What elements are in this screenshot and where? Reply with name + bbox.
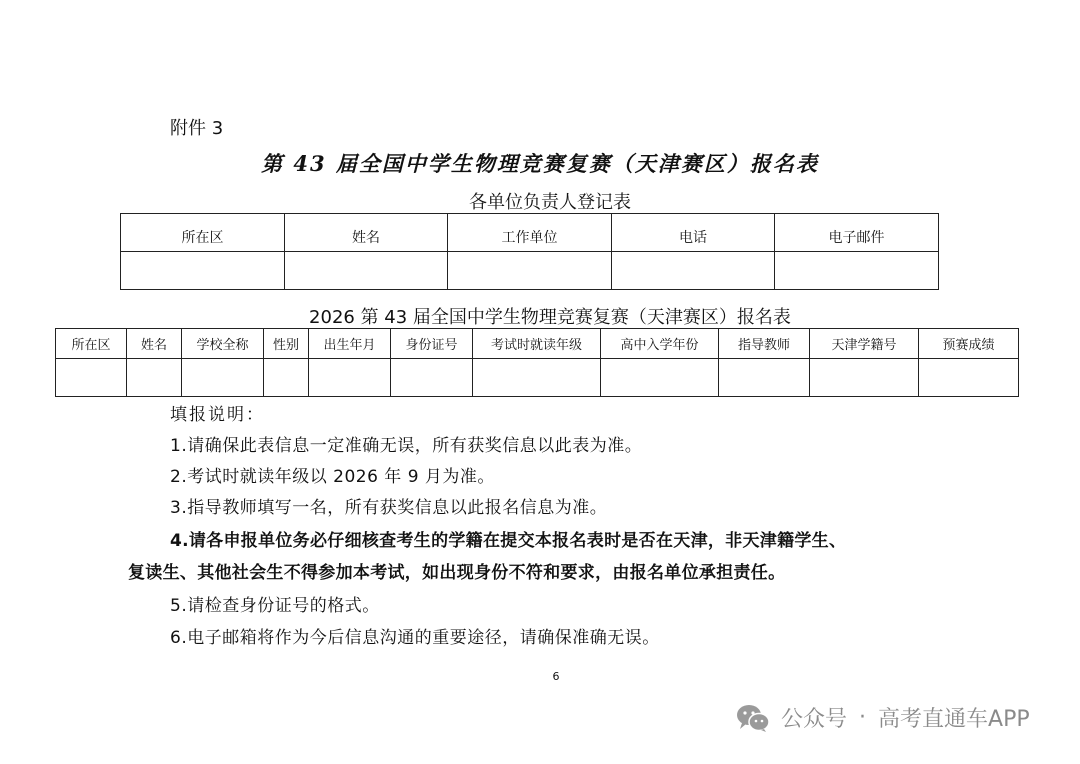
header-cell: 所在区: [121, 214, 285, 252]
empty-cell[interactable]: [612, 252, 775, 290]
instruction-item: 3.指导教师填写一名，所有获奖信息以此报名信息为准。: [170, 498, 608, 518]
empty-cell[interactable]: [309, 359, 391, 397]
empty-cell[interactable]: [127, 359, 182, 397]
header-cell: 工作单位: [448, 214, 612, 252]
watermark-name: 高考直通车APP: [878, 707, 1030, 732]
header-cell: 学校全称: [182, 329, 264, 359]
main-title: 第 43 届全国中学生物理竞赛复赛（天津赛区）报名表: [261, 151, 819, 176]
instruction-item: 2.考试时就读年级以 2026 年 9 月为准。: [170, 467, 495, 487]
empty-cell[interactable]: [775, 252, 939, 290]
table-header-row: [121, 214, 939, 252]
empty-cell[interactable]: [473, 359, 601, 397]
header-cell: 天津学籍号: [810, 329, 919, 359]
instruction-item-bold: 4.请各申报单位务必仔细核查考生的学籍在提交本报名表时是否在天津，非天津籍学生、: [170, 531, 847, 551]
header-cell: 指导教师: [719, 329, 810, 359]
table-row: [121, 252, 939, 290]
table2-title: 2026 第 43 届全国中学生物理竞赛复赛（天津赛区）报名表: [309, 307, 791, 328]
header-cell: 考试时就读年级: [473, 329, 601, 359]
header-cell: 预赛成绩: [919, 329, 1019, 359]
table-header-row: [56, 329, 1019, 359]
header-cell: 电话: [612, 214, 775, 252]
empty-cell[interactable]: [719, 359, 810, 397]
empty-cell[interactable]: [182, 359, 264, 397]
header-cell: 姓名: [127, 329, 182, 359]
header-cell: 出生年月: [309, 329, 391, 359]
table-row: [56, 359, 1019, 397]
instruction-item: 5.请检查身份证号的格式。: [170, 596, 380, 616]
instructions-title: 填报说明：: [170, 405, 265, 425]
watermark: [735, 702, 1030, 733]
page-number: 6: [552, 670, 560, 683]
empty-cell[interactable]: [121, 252, 285, 290]
wechat-icon: [735, 703, 771, 733]
header-cell: 所在区: [56, 329, 127, 359]
empty-cell[interactable]: [448, 252, 612, 290]
instruction-item: 6.电子邮箱将作为今后信息沟通的重要途径，请确保准确无误。: [170, 628, 660, 648]
empty-cell[interactable]: [810, 359, 919, 397]
header-cell: 性别: [264, 329, 309, 359]
header-cell: 身份证号: [391, 329, 473, 359]
empty-cell[interactable]: [56, 359, 127, 397]
header-cell: 姓名: [285, 214, 448, 252]
empty-cell[interactable]: [285, 252, 448, 290]
empty-cell[interactable]: [919, 359, 1019, 397]
header-cell: 电子邮件: [775, 214, 939, 252]
instruction-item-bold-continued: 复读生、其他社会生不得参加本考试，如出现身份不符和要求，由报名单位承担责任。: [128, 563, 786, 583]
empty-cell[interactable]: [264, 359, 309, 397]
watermark-account: 公众号: [781, 707, 848, 732]
registration-table: [55, 328, 1019, 397]
table1-title: 各单位负责人登记表: [469, 192, 631, 213]
empty-cell[interactable]: [601, 359, 719, 397]
watermark-separator: ·: [859, 705, 867, 730]
instruction-item: 1.请确保此表信息一定准确无误，所有获奖信息以此表为准。: [170, 436, 643, 456]
empty-cell[interactable]: [391, 359, 473, 397]
header-cell: 高中入学年份: [601, 329, 719, 359]
attachment-label: 附件 3: [170, 118, 224, 139]
registrar-table: [120, 213, 939, 290]
